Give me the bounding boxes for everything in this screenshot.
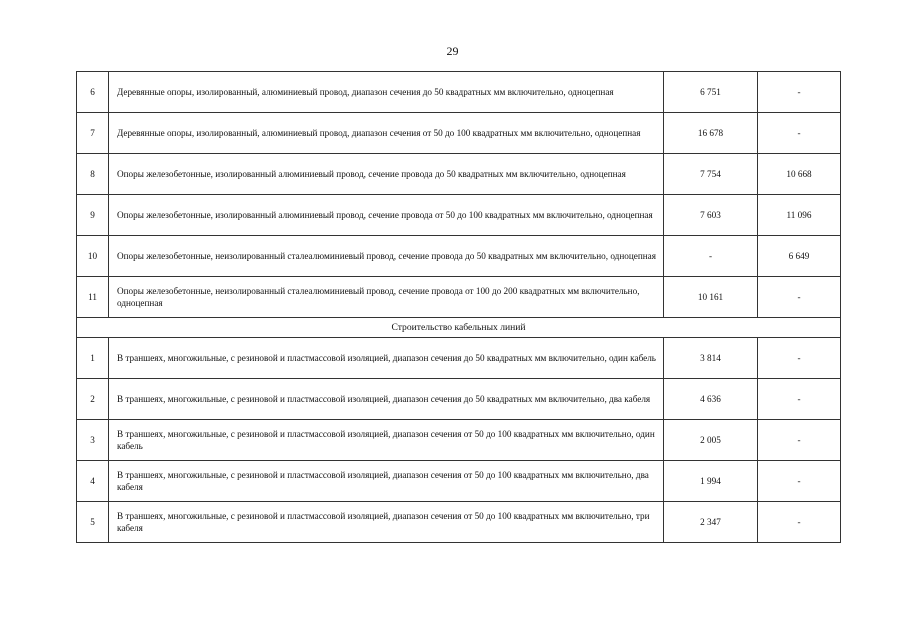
row-description-cell: Деревянные опоры, изолированный, алюминиевый провод, диапазон сечения до 50 квадратных мм включительно, одноцепная (109, 72, 664, 113)
row-description-cell: Деревянные опоры, изолированный, алюминиевый провод, диапазон сечения от 50 до 100 квадратных мм включительно, одноцепная (109, 113, 664, 154)
row-description-cell: В траншеях, многожильные, с резиновой и пластмассовой изоляцией, диапазон сечения от 50 до 100 квадратных мм включительно, один кабель (109, 420, 664, 461)
row-value-2-cell: 10 668 (758, 154, 841, 195)
row-value-1-cell: 7 603 (664, 195, 758, 236)
row-value-1-cell: 16 678 (664, 113, 758, 154)
table-body-cable-lines (77, 338, 841, 543)
row-number-cell: 1 (77, 338, 109, 379)
row-number-cell: 6 (77, 72, 109, 113)
row-value-2-cell: - (758, 338, 841, 379)
row-number-cell: 8 (77, 154, 109, 195)
row-value-1-cell: 3 814 (664, 338, 758, 379)
row-value-2-cell: - (758, 420, 841, 461)
row-description-cell: Опоры железобетонные, изолированный алюминиевый провод, сечение провода до 50 квадратных мм включительно, одноцепная (109, 154, 664, 195)
row-value-2-cell: - (758, 72, 841, 113)
row-description-cell: Опоры железобетонные, неизолированный сталеалюминиевый провод, сечение провода до 50 квадратных мм включительно, одноцепная (109, 236, 664, 277)
row-value-1-cell: 2 347 (664, 502, 758, 543)
row-value-1-cell: 2 005 (664, 420, 758, 461)
row-value-2-cell: - (758, 113, 841, 154)
page-number: 29 (446, 44, 459, 58)
table-row (77, 461, 841, 502)
table-row (77, 113, 841, 154)
section-header-row (77, 318, 841, 338)
row-number-cell: 3 (77, 420, 109, 461)
row-number-cell: 9 (77, 195, 109, 236)
row-value-1-cell: 7 754 (664, 154, 758, 195)
row-description-cell: Опоры железобетонные, неизолированный сталеалюминиевый провод, сечение провода от 100 до 200 квадратных мм включительно, одноцепная (109, 277, 664, 318)
table-body-overhead-lines (77, 72, 841, 318)
row-description-cell: В траншеях, многожильные, с резиновой и пластмассовой изоляцией, диапазон сечения от 50 до 100 квадратных мм включительно, два кабеля (109, 461, 664, 502)
row-number-cell: 2 (77, 379, 109, 420)
table-row (77, 277, 841, 318)
row-description-cell: В траншеях, многожильные, с резиновой и пластмассовой изоляцией, диапазон сечения до 50 квадратных мм включительно, один кабель (109, 338, 664, 379)
row-number-cell: 11 (77, 277, 109, 318)
row-value-1-cell: 6 751 (664, 72, 758, 113)
table-row (77, 72, 841, 113)
tariff-table (76, 71, 841, 543)
table-row (77, 420, 841, 461)
table-row (77, 502, 841, 543)
table-row (77, 379, 841, 420)
row-value-1-cell: 4 636 (664, 379, 758, 420)
row-value-2-cell: - (758, 502, 841, 543)
row-value-2-cell: - (758, 379, 841, 420)
table-body-section (77, 318, 841, 338)
row-value-1-cell: 10 161 (664, 277, 758, 318)
row-number-cell: 10 (77, 236, 109, 277)
row-value-1-cell: 1 994 (664, 461, 758, 502)
row-description-cell: В траншеях, многожильные, с резиновой и пластмассовой изоляцией, диапазон сечения от 50 до 100 квадратных мм включительно, три кабеля (109, 502, 664, 543)
row-description-cell: Опоры железобетонные, изолированный алюминиевый провод, сечение провода от 50 до 100 квадратных мм включительно, одноцепная (109, 195, 664, 236)
row-description-cell: В траншеях, многожильные, с резиновой и пластмассовой изоляцией, диапазон сечения до 50 квадратных мм включительно, два кабеля (109, 379, 664, 420)
row-number-cell: 5 (77, 502, 109, 543)
table-row (77, 338, 841, 379)
row-value-2-cell: - (758, 461, 841, 502)
row-number-cell: 7 (77, 113, 109, 154)
table-row (77, 195, 841, 236)
row-value-1-cell: - (664, 236, 758, 277)
row-value-2-cell: - (758, 277, 841, 318)
row-number-cell: 4 (77, 461, 109, 502)
row-value-2-cell: 6 649 (758, 236, 841, 277)
table-row (77, 236, 841, 277)
row-value-2-cell: 11 096 (758, 195, 841, 236)
section-title: Строительство кабельных линий (77, 318, 841, 338)
table-row (77, 154, 841, 195)
